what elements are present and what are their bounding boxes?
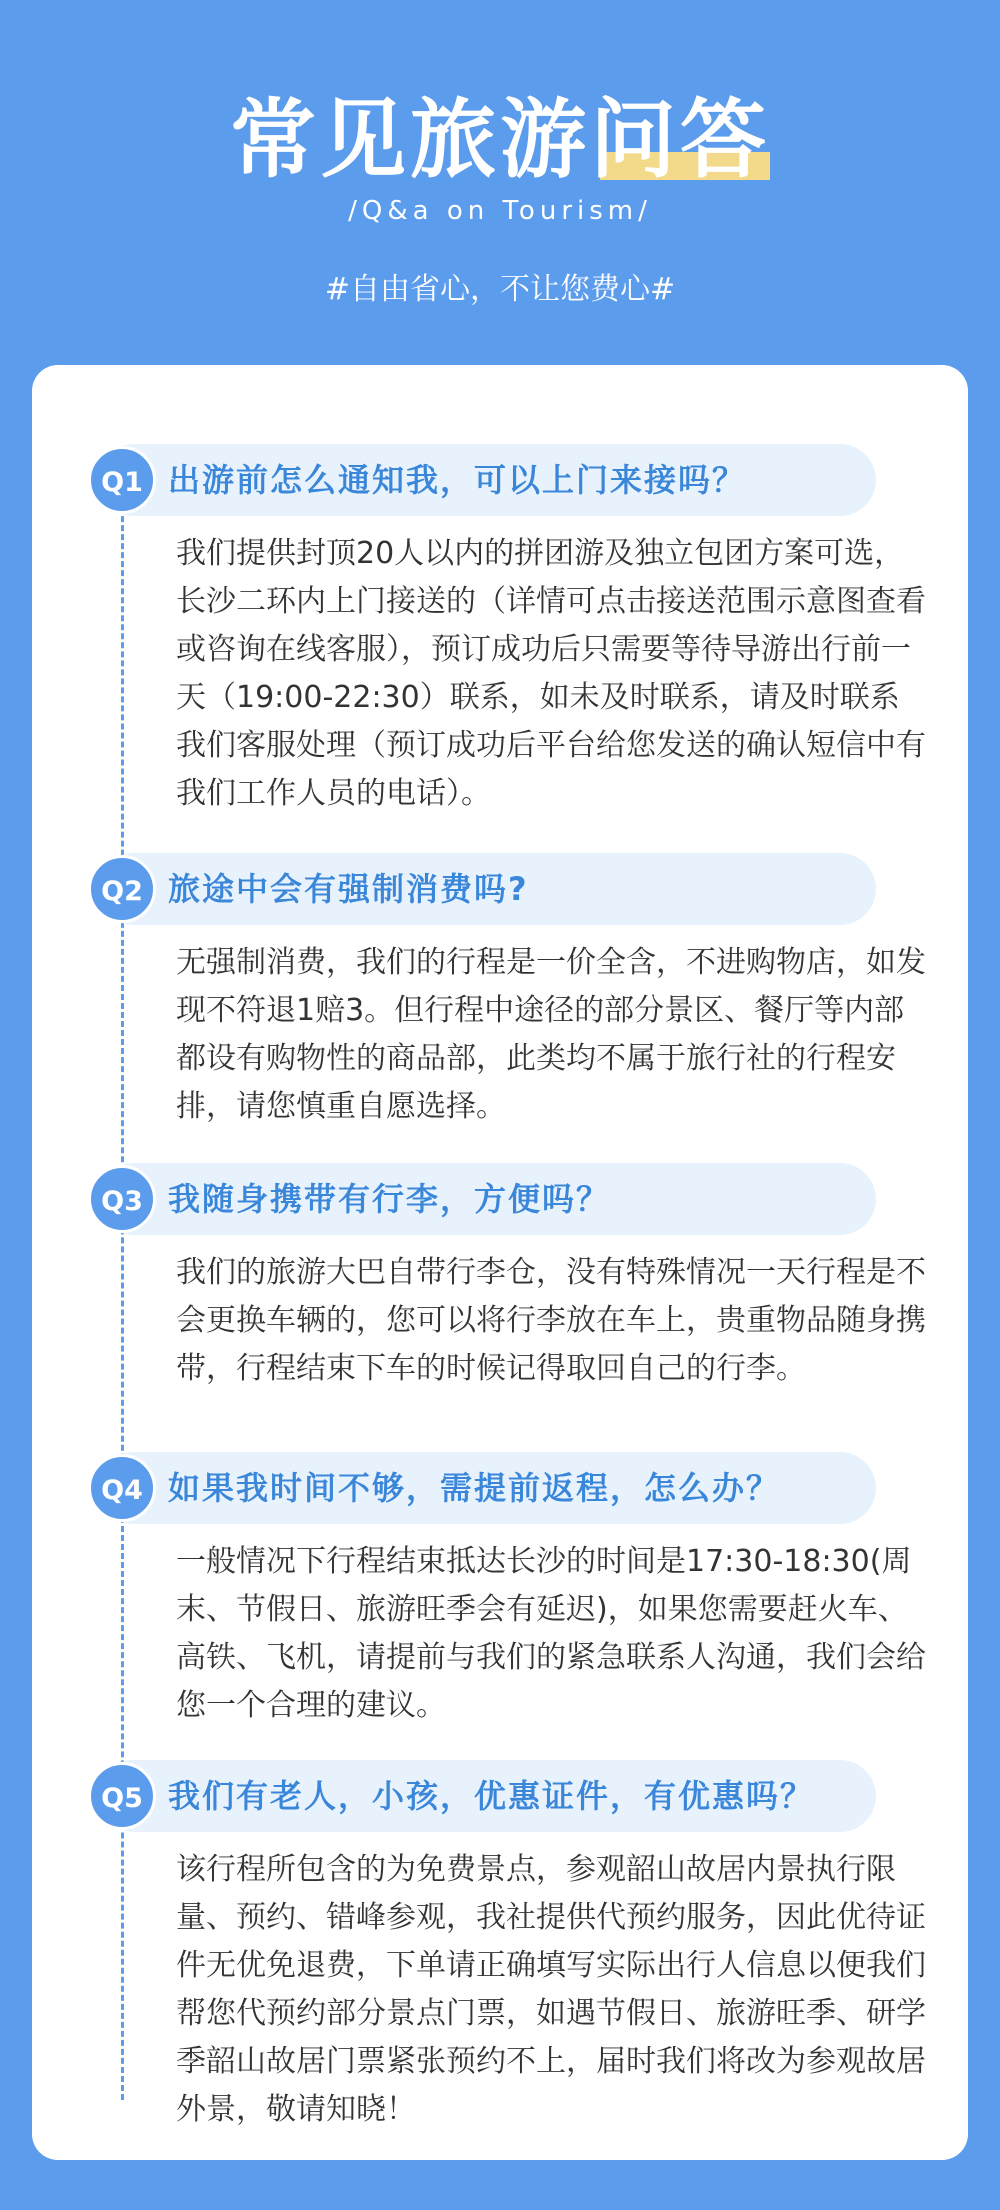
faq-item-1 xyxy=(88,444,928,818)
answer-text: 我们的旅游大巴自带行李仓，没有特殊情况一天行程是不会更换车辆的，您可以将行李放在车上，贵重物品随身携带，行程结束下车的时候记得取回自己的行李。 xyxy=(176,1255,926,1386)
question-badge: Q1 xyxy=(88,446,156,514)
question-text: 出游前怎么通知我，可以上门来接吗？ xyxy=(168,461,747,499)
question-text: 我随身携带有行李，方便吗？ xyxy=(168,1180,611,1218)
question-badge: Q2 xyxy=(88,855,156,923)
header xyxy=(0,0,1000,360)
answer-text: 该行程所包含的为免费景点，参观韶山故居内景执行限量、预约、错峰参观，我社提供代预约服务，因此优待证件无优免退费，下单请正确填写实际出行人信息以便我们帮您代预约部分景点门票，如遇节假日、旅游旺季、研学季韶山故居门票紧张预约不上，届时我们将改为参观故居外景，敬请知晓！ xyxy=(176,1852,926,2127)
question-row[interactable] xyxy=(88,1163,928,1235)
question-text: 旅途中会有强制消费吗? xyxy=(168,870,529,908)
faq-item-4 xyxy=(88,1452,928,1730)
question-row[interactable] xyxy=(88,853,928,925)
question-text: 我们有老人，小孩，优惠证件，有优惠吗？ xyxy=(168,1777,815,1815)
faq-item-5 xyxy=(88,1760,928,2134)
answer-text: 一般情况下行程结束抵达长沙的时间是17:30-18:30(周末、节假日、旅游旺季会有延迟)，如果您需要赶火车、高铁、飞机，请提前与我们的紧急联系人沟通，我们会给您一个合理的建议。 xyxy=(176,1544,926,1723)
question-text: 如果我时间不够，需提前返程，怎么办？ xyxy=(168,1469,781,1507)
question-row[interactable] xyxy=(88,444,928,516)
page-slogan: #自由省心，不让您费心# xyxy=(324,272,676,307)
answer-text: 无强制消费，我们的行程是一价全含，不进购物店，如发现不符退1赔3。但行程中途径的部分景区、餐厅等内部都设有购物性的商品部，此类均不属于旅行社的行程安排，请您慎重自愿选择。 xyxy=(176,945,926,1124)
question-row[interactable] xyxy=(88,1452,928,1524)
question-badge: Q3 xyxy=(88,1165,156,1233)
question-row[interactable] xyxy=(88,1760,928,1832)
question-badge: Q5 xyxy=(88,1762,156,1830)
answer-text: 我们提供封顶20人以内的拼团游及独立包团方案可选，长沙二环内上门接送的（详情可点击接送范围示意图查看或咨询在线客服），预订成功后只需要等待导游出行前一天（19:00-22:30）联系，如未及时联系，请及时联系我们客服处理（预订成功后平台给您发送的确认短信中有我们工作人员的电话）。 xyxy=(176,536,926,811)
page-subtitle: /Q&a on Tourism/ xyxy=(348,196,652,226)
faq-item-3 xyxy=(88,1163,928,1393)
question-badge: Q4 xyxy=(88,1454,156,1522)
page-title: 常见旅游问答 xyxy=(230,90,770,190)
faq-item-2 xyxy=(88,853,928,1131)
